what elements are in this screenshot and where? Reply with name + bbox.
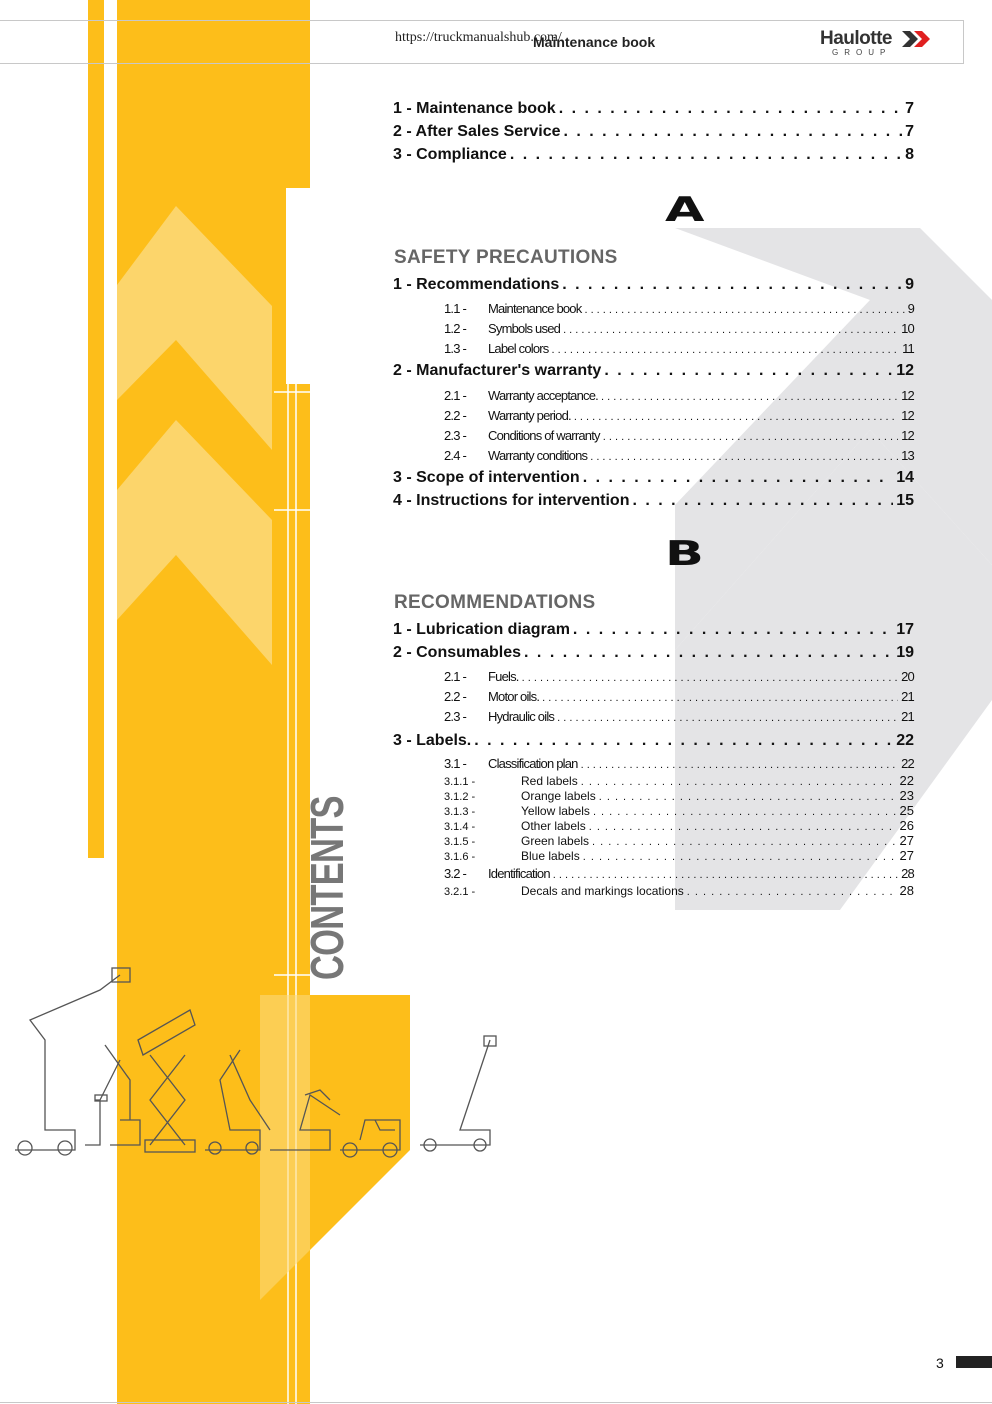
toc-num: 3.2.1 - bbox=[444, 886, 476, 898]
toc-subentry[interactable] bbox=[444, 341, 914, 356]
section-title-a: SAFETY PRECAUTIONS bbox=[394, 247, 618, 268]
toc-subsubentry[interactable] bbox=[444, 818, 914, 833]
toc-page: 22 bbox=[901, 756, 914, 771]
toc-label: 2 - After Sales Service bbox=[393, 123, 561, 140]
toc-num: 2.2 - bbox=[444, 408, 467, 423]
toc-label: 2 - Manufacturer's warranty bbox=[393, 362, 602, 379]
page-number: 3 bbox=[936, 1355, 944, 1371]
toc-label: Blue labels bbox=[521, 849, 580, 863]
toc-page: 26 bbox=[899, 818, 914, 833]
yellow-triangle bbox=[310, 995, 410, 1250]
toc-subentry[interactable] bbox=[444, 321, 914, 336]
toc-subsubentry[interactable] bbox=[444, 803, 914, 818]
toc-entry[interactable] bbox=[393, 100, 914, 118]
toc-num: 2.4 - bbox=[444, 448, 467, 463]
toc-label: 2 - Consumables bbox=[393, 644, 522, 661]
toc-page: 21 bbox=[901, 709, 914, 724]
toc-label: 4 - Instructions for intervention bbox=[393, 492, 630, 509]
toc-subentry[interactable] bbox=[444, 709, 914, 724]
toc-subsubentry[interactable] bbox=[444, 883, 914, 898]
toc-page: 22 bbox=[896, 732, 914, 749]
toc-entry[interactable] bbox=[393, 732, 914, 750]
toc-subsubentry[interactable] bbox=[444, 848, 914, 863]
toc-subentry[interactable] bbox=[444, 408, 914, 423]
toc-label: Identification bbox=[488, 866, 550, 881]
toc-page: 12 bbox=[901, 388, 914, 403]
toc-page: 28 bbox=[901, 866, 914, 881]
toc-num: 3.2 - bbox=[444, 866, 467, 881]
toc-num: 2.1 - bbox=[444, 388, 467, 403]
toc-page: 11 bbox=[902, 341, 914, 356]
toc-label: 1 - Lubrication diagram bbox=[393, 621, 570, 638]
toc-page: 22 bbox=[899, 773, 914, 788]
toc-label: Yellow labels bbox=[521, 804, 590, 818]
toc-label: Warranty period. bbox=[488, 408, 571, 423]
toc-label: Hydraulic oils bbox=[488, 709, 555, 724]
toc-label: Symbols used bbox=[488, 321, 561, 336]
toc-label: Warranty acceptance. bbox=[488, 388, 598, 403]
toc-page: 20 bbox=[901, 669, 914, 684]
toc-num: 2.2 - bbox=[444, 689, 467, 704]
toc-num: 3.1.1 - bbox=[444, 776, 476, 788]
toc-page: 27 bbox=[899, 833, 914, 848]
toc-num: 3.1.6 - bbox=[444, 851, 476, 863]
toc-label: Green labels bbox=[521, 834, 590, 848]
toc-label: Warranty conditions bbox=[488, 448, 588, 463]
toc-page: 17 bbox=[896, 621, 914, 638]
toc-subentry[interactable] bbox=[444, 689, 914, 704]
contents-side-label: CONTENTS bbox=[301, 796, 353, 980]
toc-label: Other labels bbox=[521, 819, 586, 833]
toc-entry[interactable] bbox=[393, 644, 914, 662]
bottom-rule bbox=[0, 1402, 992, 1403]
toc-subentry[interactable] bbox=[444, 428, 914, 443]
pale-triangle bbox=[260, 995, 310, 1300]
toc-label: Orange labels bbox=[521, 789, 596, 803]
logo-chevrons-icon bbox=[902, 31, 936, 47]
section-letter-b: B bbox=[665, 534, 704, 574]
toc-subsubentry[interactable] bbox=[444, 773, 914, 788]
toc-page: 13 bbox=[901, 448, 914, 463]
toc-label: Classification plan bbox=[488, 756, 578, 771]
toc-num: 2.3 - bbox=[444, 709, 467, 724]
toc-label: Decals and markings locations bbox=[521, 884, 684, 898]
toc-label: 1 - Recommendations bbox=[393, 276, 560, 293]
toc-label: Conditions of warranty bbox=[488, 428, 600, 443]
toc-num: 1.1 - bbox=[444, 301, 467, 316]
toc-label: Fuels. bbox=[488, 669, 519, 684]
toc-page: 9 bbox=[905, 276, 914, 293]
toc-label: 3 - Scope of intervention bbox=[393, 469, 580, 486]
toc-subsubentry[interactable] bbox=[444, 788, 914, 803]
toc-label: 3 - Labels. bbox=[393, 732, 472, 749]
toc-label: Label colors bbox=[488, 341, 549, 356]
toc-label: 3 - Compliance bbox=[393, 146, 507, 163]
toc-subentry[interactable] bbox=[444, 669, 914, 684]
page-tab-marker bbox=[956, 1356, 992, 1368]
toc-page: 12 bbox=[901, 428, 914, 443]
toc-subsubentry[interactable] bbox=[444, 833, 914, 848]
toc-label: 1 - Maintenance book bbox=[393, 100, 556, 117]
toc-num: 1.2 - bbox=[444, 321, 467, 336]
toc-page: 25 bbox=[899, 803, 914, 818]
toc-label: Motor oils. bbox=[488, 689, 540, 704]
band-notch bbox=[286, 188, 310, 384]
toc-entry[interactable] bbox=[393, 362, 914, 380]
toc-num: 2.3 - bbox=[444, 428, 467, 443]
toc-entry[interactable] bbox=[393, 621, 914, 639]
toc-entry[interactable] bbox=[393, 276, 914, 294]
toc-page: 12 bbox=[901, 408, 914, 423]
toc-subentry[interactable] bbox=[444, 448, 914, 463]
toc-subentry[interactable] bbox=[444, 301, 914, 316]
toc-entry[interactable] bbox=[393, 469, 914, 487]
toc-page: 9 bbox=[907, 301, 914, 316]
toc-page: 28 bbox=[899, 883, 914, 898]
toc-num: 1.3 - bbox=[444, 341, 467, 356]
toc-page: 27 bbox=[899, 848, 914, 863]
source-url[interactable]: https://truckmanualshub.com/ bbox=[395, 30, 562, 45]
toc-label: Maintenance book bbox=[488, 301, 582, 316]
toc-page: 12 bbox=[896, 362, 914, 379]
toc-subentry[interactable] bbox=[444, 866, 914, 881]
toc-page: 10 bbox=[901, 321, 914, 336]
toc-page: 21 bbox=[901, 689, 914, 704]
document-title: Maintenance book bbox=[533, 34, 656, 50]
toc-entry[interactable] bbox=[393, 492, 914, 510]
toc-entry[interactable] bbox=[393, 123, 914, 141]
toc-page: 7 bbox=[905, 123, 914, 140]
toc-page: 23 bbox=[899, 788, 914, 803]
logo-group-text: GROUP bbox=[832, 48, 892, 57]
logo-wordmark: Haulotte bbox=[820, 28, 892, 49]
toc-page: 19 bbox=[896, 644, 914, 661]
toc-page: 7 bbox=[905, 100, 914, 117]
haulotte-logo bbox=[820, 28, 935, 58]
section-title-b: RECOMMENDATIONS bbox=[394, 592, 596, 613]
toc-subentry[interactable] bbox=[444, 388, 914, 403]
toc-label: Red labels bbox=[521, 774, 578, 788]
toc-page: 15 bbox=[896, 492, 914, 509]
toc-page: 8 bbox=[905, 146, 914, 163]
toc-num: 2.1 - bbox=[444, 669, 467, 684]
toc-num: 3.1.2 - bbox=[444, 791, 476, 803]
toc-page: 14 bbox=[896, 469, 914, 486]
toc-num: 3.1.3 - bbox=[444, 806, 476, 818]
toc-num: 3.1.5 - bbox=[444, 836, 476, 848]
toc-entry[interactable] bbox=[393, 146, 914, 164]
section-letter-a: A bbox=[665, 190, 705, 230]
toc-num: 3.1 - bbox=[444, 756, 467, 771]
toc-subentry[interactable] bbox=[444, 756, 914, 771]
yellow-stripe-thin bbox=[88, 0, 104, 858]
toc-num: 3.1.4 - bbox=[444, 821, 476, 833]
